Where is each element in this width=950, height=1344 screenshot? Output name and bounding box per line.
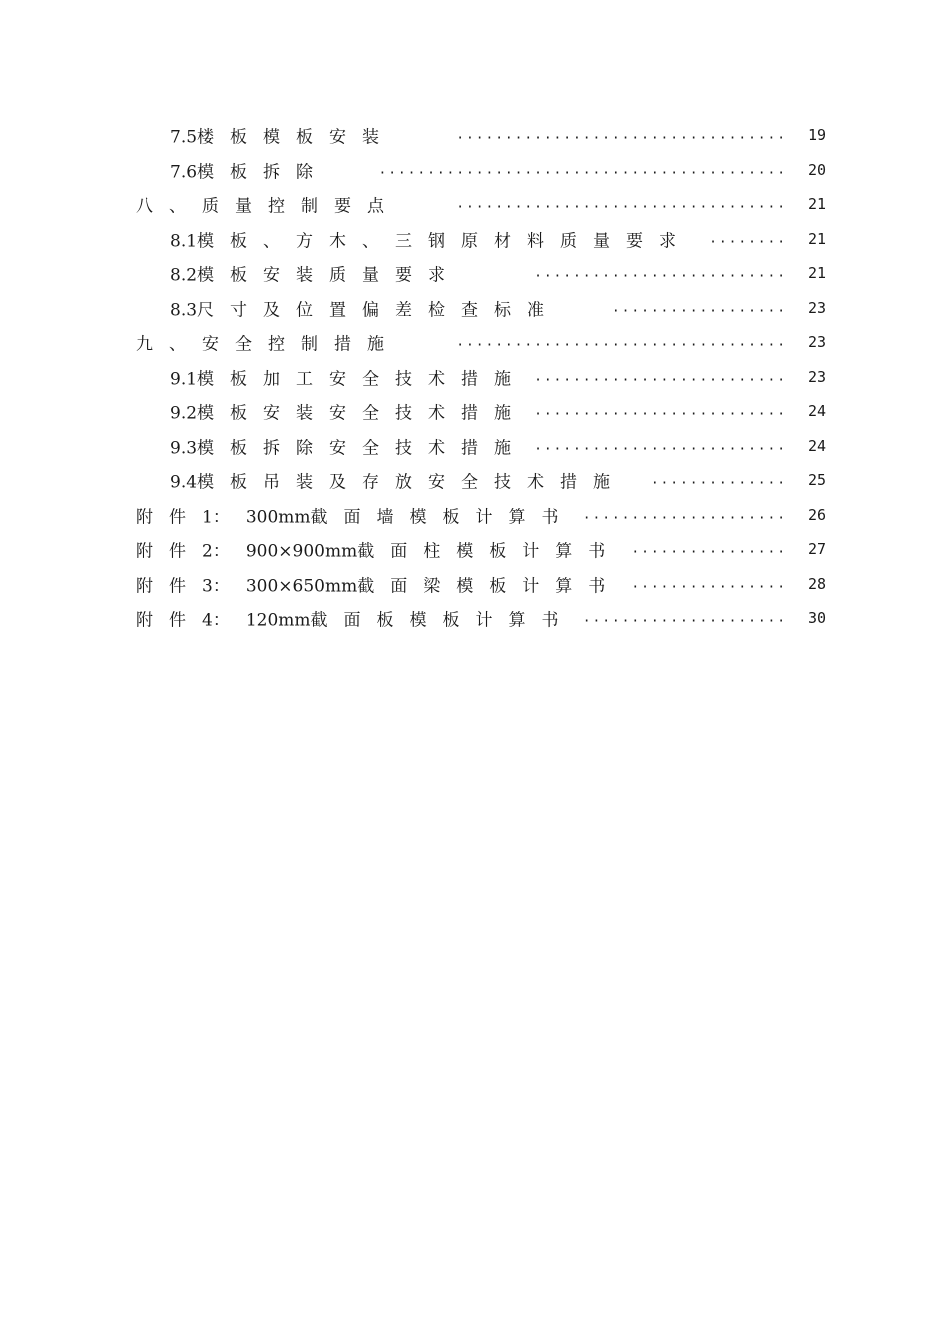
toc-entry-page: 21 bbox=[807, 229, 826, 248]
toc-entry[interactable] bbox=[0, 429, 950, 464]
toc-leader-dots: ................ bbox=[631, 576, 787, 592]
toc-leader-dots: .......................... bbox=[534, 265, 787, 281]
toc-entry[interactable] bbox=[0, 498, 950, 533]
toc-leader-dots: ..................... bbox=[582, 507, 787, 523]
toc-entry-title: 九 、 安 全 控 制 措 施 bbox=[136, 334, 384, 355]
toc-entry-title: 附 件 3： 300×650mm截 面 梁 模 板 计 算 书 bbox=[136, 576, 606, 597]
toc-leader-dots: ................ bbox=[631, 541, 787, 557]
toc-entry-title: 8.3尺 寸 及 位 置 偏 差 检 查 标 准 bbox=[170, 300, 545, 321]
toc-entry-page: 19 bbox=[807, 126, 826, 145]
toc-leader-dots: .................. bbox=[611, 300, 787, 316]
toc-entry[interactable] bbox=[0, 532, 950, 567]
toc-entry[interactable] bbox=[0, 256, 950, 291]
toc-leader-dots: ........ bbox=[709, 231, 787, 247]
toc-entry[interactable] bbox=[0, 394, 950, 429]
toc-entry[interactable] bbox=[0, 291, 950, 326]
toc-entry-title: 9.1模 板 加 工 安 全 技 术 措 施 bbox=[170, 369, 512, 390]
toc-entry-title: 9.2模 板 安 装 安 全 技 术 措 施 bbox=[170, 403, 512, 424]
toc-leader-dots: .......................... bbox=[534, 438, 787, 454]
toc-entry[interactable] bbox=[0, 118, 950, 153]
toc-entry-title: 附 件 2： 900×900mm截 面 柱 模 板 计 算 书 bbox=[136, 541, 606, 562]
toc-entry-page: 24 bbox=[807, 436, 826, 455]
toc-entry-page: 26 bbox=[807, 505, 826, 524]
toc-entry-title: 7.6模 板 拆 除 bbox=[170, 162, 314, 183]
toc-leader-dots: .............. bbox=[650, 472, 787, 488]
toc-entry[interactable] bbox=[0, 325, 950, 360]
toc-leader-dots: .................................. bbox=[456, 334, 787, 350]
toc-entry-page: 20 bbox=[807, 160, 826, 179]
toc-entry-title: 八 、 质 量 控 制 要 点 bbox=[136, 196, 384, 217]
toc-entry-page: 23 bbox=[807, 367, 826, 386]
toc-entry-title: 附 件 1： 300mm截 面 墙 模 板 计 算 书 bbox=[136, 507, 559, 528]
toc-leader-dots: ..................... bbox=[582, 610, 787, 626]
toc-entry-page: 23 bbox=[807, 333, 826, 352]
toc-entry[interactable] bbox=[0, 187, 950, 222]
toc-entry-page: 23 bbox=[807, 298, 826, 317]
toc-entry-page: 21 bbox=[807, 264, 826, 283]
toc-entry-page: 25 bbox=[807, 471, 826, 490]
toc-entry[interactable] bbox=[0, 153, 950, 188]
toc-entry-page: 28 bbox=[807, 574, 826, 593]
toc-entry-title: 9.3模 板 拆 除 安 全 技 术 措 施 bbox=[170, 438, 512, 459]
toc-entry[interactable] bbox=[0, 360, 950, 395]
toc-entry[interactable] bbox=[0, 463, 950, 498]
toc-leader-dots: .......................................... bbox=[378, 162, 787, 178]
toc-entry-page: 24 bbox=[807, 402, 826, 421]
toc-entry-title: 8.2模 板 安 装 质 量 要 求 bbox=[170, 265, 446, 286]
toc-entry-title: 8.1模 板 、 方 木 、 三 钢 原 材 料 质 量 要 求 bbox=[170, 231, 677, 252]
toc-leader-dots: .................................. bbox=[456, 127, 787, 143]
toc-leader-dots: .......................... bbox=[534, 403, 787, 419]
table-of-contents bbox=[0, 118, 950, 636]
toc-entry[interactable] bbox=[0, 222, 950, 257]
toc-leader-dots: .................................. bbox=[456, 196, 787, 212]
toc-entry-title: 9.4模 板 吊 装 及 存 放 安 全 技 术 措 施 bbox=[170, 472, 611, 493]
toc-entry-title: 附 件 4： 120mm截 面 板 模 板 计 算 书 bbox=[136, 610, 559, 631]
toc-entry[interactable] bbox=[0, 567, 950, 602]
toc-entry[interactable] bbox=[0, 601, 950, 636]
toc-entry-page: 21 bbox=[807, 195, 826, 214]
toc-entry-title: 7.5楼 板 模 板 安 装 bbox=[170, 127, 380, 148]
toc-entry-page: 30 bbox=[807, 609, 826, 628]
toc-leader-dots: .......................... bbox=[534, 369, 787, 385]
toc-entry-page: 27 bbox=[807, 540, 826, 559]
